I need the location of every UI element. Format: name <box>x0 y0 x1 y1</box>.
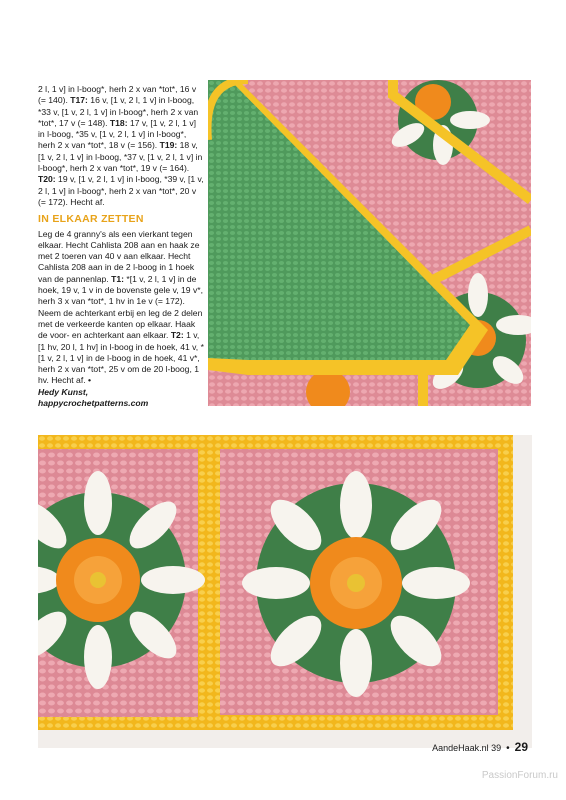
designer-website: happycrochetpatterns.com <box>38 398 149 409</box>
designer-credit: Hedy Kunst, <box>38 386 89 397</box>
section-heading: IN ELKAAR ZETTEN <box>38 213 144 226</box>
instruction-text: 17 v, [1 v, 2 l, 1 v] in l-boog, *35 v, [1 v, 2 l, 1 v] in l-boog*, herh 2 x van *tot*, 18 v (= 156). <box>38 117 197 151</box>
article-text-column <box>38 84 204 409</box>
instruction-text: *[1 v, 2 l, 1 v] in de hoek, 19 v, 1 v in de bovenste gele v, 19 v*, herh 3 x van *tot*, 1 hv in 1e v (= 172). Neem de achterkant erbij en leg de 2 delen met de verkeerde kanten op elkaar. Haak de voor- en achterkant aan elkaar. <box>38 273 203 341</box>
round-label: T18: <box>109 117 128 128</box>
round-label: T19: <box>159 140 178 151</box>
round-label: • <box>88 375 92 386</box>
page-number: 29 <box>514 740 528 754</box>
round-label: T1: <box>111 273 125 284</box>
round-label: T20: <box>38 174 56 185</box>
page-footer <box>432 740 528 754</box>
granny-squares-photo <box>38 435 532 748</box>
instruction-text: 16 v, [1 v, 2 l, 1 v] in l-boog, *33 v, [1 v, 2 l, 1 v] in l-boog*, herh 2 x van *tot*, 17 v (= 148). <box>38 95 199 128</box>
instruction-text: 19 v, [1 v, 2 l, 1 v] in l-boog, *39 v, [1 v, 2 l, 1 v] in l-boog*, herh 2 x van *tot*, 20 v (= 172). Hecht af. <box>38 174 204 207</box>
instruction-text: 2 l, 1 v] in l-boog*, herh 2 x van *tot*, 16 v (= 140). <box>38 84 197 106</box>
assembly-paragraph <box>38 229 204 387</box>
instruction-text: Leg de 4 granny's als een vierkant tegen elkaar. Hecht Cahlista 208 aan en haak ze met 2 toeren van 40 v aan elkaar. Hecht Cahlista 208 aan in de 2 l-boog in 1 hoek van de pannenlap. <box>38 228 200 284</box>
watermark: PassionForum.ru <box>481 770 558 781</box>
magazine-name: AandeHaak.nl 39 <box>432 743 502 753</box>
round-label: T17: <box>70 95 88 106</box>
pattern-rounds-paragraph <box>38 84 204 208</box>
round-label: T2: <box>170 330 184 341</box>
instruction-text: 18 v, [1 v, 2 l, 1 v] in l-boog, *37 v, [1 v, 2 l, 1 v] in l-boog*, herh 2 x van *tot*, 19 v (= 164). <box>38 140 203 174</box>
bullet-separator: • <box>506 743 510 754</box>
instruction-text: 1 v, [1 hv, 20 l, 1 hv] in l-boog in de hoek, 41 v, *[1 v, 2 l, 1 v] in de l-boog in de hoek, 41 v*, herh 2 x van *tot*, 25 v om de 20 l-boog, 1 hv. Hecht af. <box>38 330 204 386</box>
potholder-closeup-photo <box>208 80 531 406</box>
